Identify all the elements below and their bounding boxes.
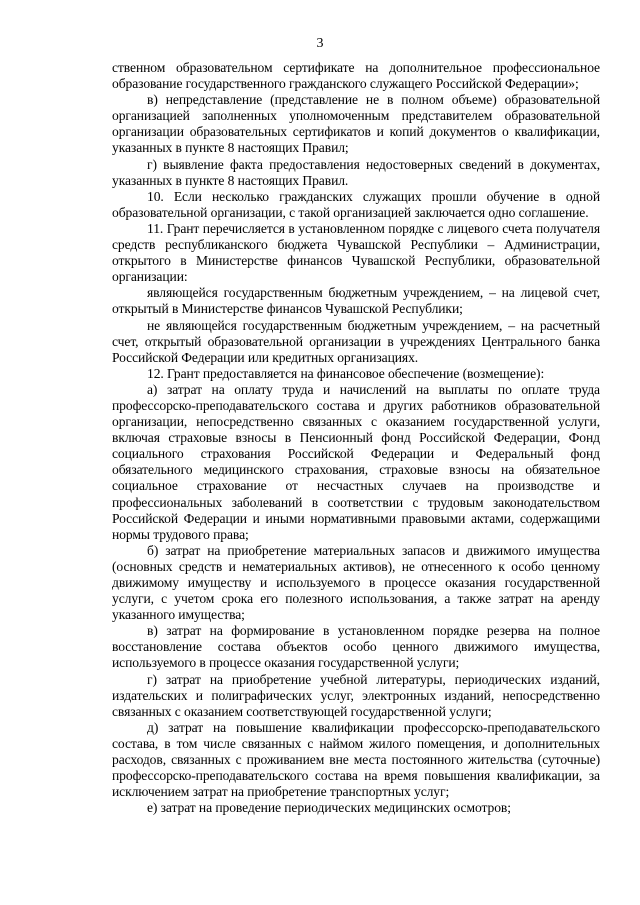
- paragraph-12-item-d: д) затрат на повышение квалификации профессорско-преподавательского состава, в том числе связанных с наймом жилого помещения, и дополнительных расходов, связанных с проживанием вне места постоянного жительства (суточные) профессорско-преподавательского состава на время повышения квалификации, за исключением затрат на приобретение транспортных услуг;: [112, 719, 600, 800]
- paragraph-11-budget-institution: являющейся государственным бюджетным учреждением, – на лицевой счет, открытый в Министерстве финансов Чувашской Республики;: [112, 285, 600, 317]
- paragraph-11-non-budget-institution: не являющейся государственным бюджетным учреждением, – на расчетный счет, открытый образовательной организации в учреждениях Центрального банка Российской Федерации или кредитных организациях.: [112, 317, 600, 365]
- paragraph-item-v: в) непредставление (представление не в полном объеме) образовательной организацией заполненных уполномоченным представителем образовательной организации образовательных сертификатов и копий документов о квалификации, указанных в пункте 8 настоящих Правил;: [112, 92, 600, 156]
- paragraph-12-item-a: а) затрат на оплату труда и начислений на выплаты по оплате труда профессорско-преподавательского состава и других работников образовательной организации, непосредственно связанных с оказанием государственной услуги, включая страховые взносы в Пенсионный фонд Российской Федерации, Фонд социального страхования Российской Федерации и Федеральный фонд обязательного медицинского страхования, страховые взносы на обязательное социальное страхование от несчастных случаев на производстве и профессиональных заболеваний в соответствии с трудовым законодательством Российской Федерации и иными нормативными правовыми актами, содержащими нормы трудового права;: [112, 381, 600, 542]
- paragraph-item-g: г) выявление факта предоставления недостоверных сведений в документах, указанных в пункте 8 настоящих Правил.: [112, 156, 600, 188]
- paragraph-12: 12. Грант предоставляется на финансовое обеспечение (возмещение):: [147, 365, 545, 381]
- paragraph-12-item-b: б) затрат на приобретение материальных запасов и движимого имущества (основных средств и нематериальных активов), не отнесенного к особо ценному движимому имуществу и используемого в процессе оказания государственной услуги, с учетом срока его полезного использования, а также затрат на аренду указанного имущества;: [112, 542, 600, 623]
- paragraph-continuation: ственном образовательном сертификате на дополнительное профессиональное образование государственного гражданского служащего Российской Федерации»;: [112, 60, 600, 92]
- document-body: [112, 60, 600, 816]
- paragraph-10: 10. Если несколько гражданских служащих прошли обучение в одной образовательной организации, с такой организацией заключается одно соглашение.: [112, 188, 600, 220]
- paragraph-11: 11. Грант перечисляется в установленном порядке с лицевого счета получателя средств республиканского бюджета Чувашской Республики – Администрации, открытого в Министерстве финансов Чувашской Республики, образовательной организации:: [112, 220, 600, 285]
- page-number: 3: [316, 36, 324, 51]
- paragraph-12-item-v: в) затрат на формирование в установленном порядке резерва на полное восстановление состава объектов особо ценного движимого имущества, используемого в процессе оказания государственной услуги;: [112, 623, 600, 671]
- paragraph-12-item-e: е) затрат на проведение периодических медицинских осмотров;: [147, 800, 511, 816]
- paragraph-12-item-g: г) затрат на приобретение учебной литературы, периодических изданий, издательских и полиграфических услуг, электронных изданий, непосредственно связанных с оказанием соответствующей государственной услуги;: [112, 671, 600, 719]
